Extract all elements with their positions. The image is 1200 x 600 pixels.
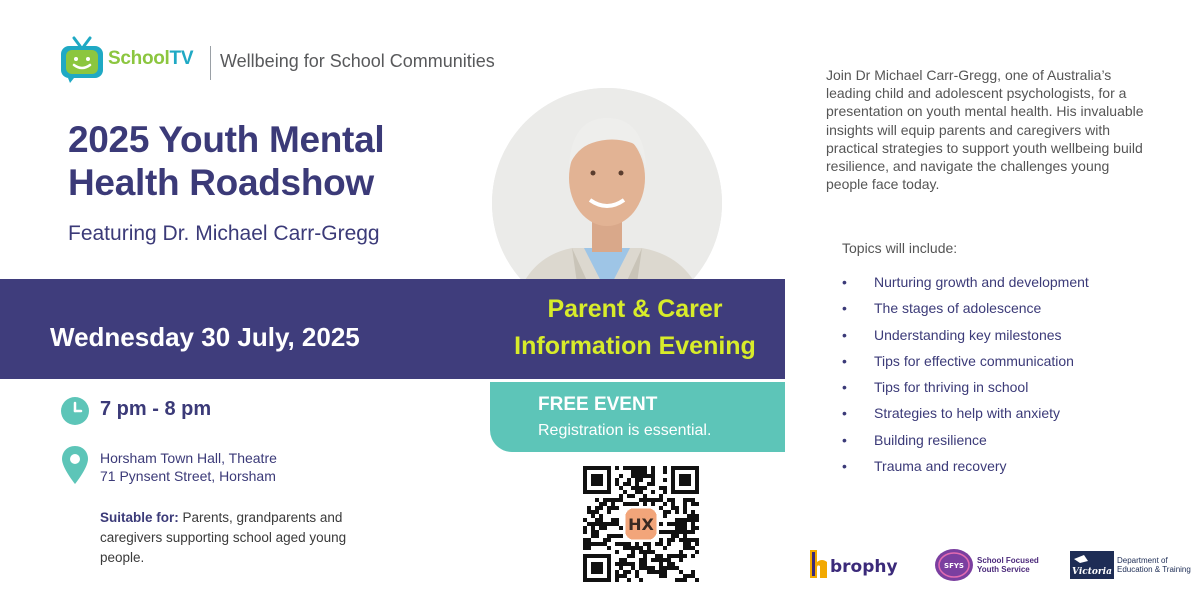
event-time: 7 pm - 8 pm bbox=[100, 398, 212, 420]
qr-center-logo: HX bbox=[628, 515, 654, 534]
audience-note bbox=[100, 508, 350, 568]
registration-note: Registration is essential. bbox=[538, 422, 712, 439]
location-pin-icon bbox=[62, 446, 88, 484]
topic-item: • The stages of adolescence bbox=[842, 300, 1042, 317]
title-line-2: Health Roadshow bbox=[68, 162, 374, 203]
intro-paragraph: Join Dr Michael Carr-Gregg, one of Australia’s leading child and adolescent psychologists, for a presentation on youth mental health. His invaluable insights will equip parents and caregivers with practical strategies to support youth wellbeing build resilience, and navigate the challenges young people face today. bbox=[826, 67, 1144, 193]
victoria-wordmark: Victoria bbox=[1072, 567, 1112, 577]
topics-heading: Topics will include: bbox=[842, 240, 958, 256]
event-title bbox=[68, 118, 488, 204]
topic-item: • Trauma and recovery bbox=[842, 458, 1007, 475]
bullet-icon: • bbox=[842, 379, 847, 396]
free-event-box bbox=[490, 382, 785, 452]
bullet-icon: • bbox=[842, 405, 847, 422]
schooltv-logo bbox=[60, 36, 210, 88]
brophy-logo bbox=[808, 548, 900, 582]
bullet-icon: • bbox=[842, 300, 847, 317]
brophy-wordmark: brophy bbox=[830, 557, 898, 577]
bullet-icon: • bbox=[842, 274, 847, 290]
department-name-line-2: Education & Training bbox=[1117, 565, 1191, 574]
clock-icon bbox=[60, 396, 90, 426]
sfys-name-line-2: Youth Service bbox=[977, 565, 1030, 574]
header-divider bbox=[210, 46, 211, 80]
tagline: Wellbeing for School Communities bbox=[220, 51, 495, 71]
venue-name: Horsham Town Hall, Theatre bbox=[100, 450, 277, 466]
sfys-name-line-1: School Focused bbox=[977, 556, 1039, 565]
department-name-line-1: Department of bbox=[1117, 556, 1168, 565]
event-type-line-2: Information Evening bbox=[514, 332, 756, 360]
free-event-title: FREE EVENT bbox=[538, 394, 658, 415]
bullet-icon: • bbox=[842, 458, 847, 475]
topic-item: • Tips for thriving in school bbox=[842, 379, 1029, 396]
victoria-state-logo bbox=[1070, 551, 1114, 579]
topic-item: • Understanding key milestones bbox=[842, 326, 1062, 343]
event-subtitle: Featuring Dr. Michael Carr-Gregg bbox=[68, 222, 380, 245]
tv-logo-icon bbox=[60, 36, 104, 84]
sfys-badge-text: SFYS bbox=[944, 562, 964, 570]
registration-qr-code[interactable] bbox=[583, 466, 699, 582]
audience-label: Suitable for: bbox=[100, 510, 179, 525]
audience-text: Parents, grandparents and caregivers supporting school aged young people. bbox=[100, 510, 347, 565]
topic-item: • Building resilience bbox=[842, 431, 987, 448]
sfys-logo bbox=[934, 548, 974, 582]
bullet-icon: • bbox=[842, 352, 847, 369]
event-date: Wednesday 30 July, 2025 bbox=[50, 322, 360, 352]
event-type-line-1: Parent & Carer bbox=[547, 295, 723, 323]
topic-item: • Strategies to help with anxiety bbox=[842, 405, 1060, 422]
bullet-icon: • bbox=[842, 326, 847, 343]
title-line-1: 2025 Youth Mental bbox=[68, 119, 385, 160]
topics-list bbox=[842, 272, 1162, 482]
topic-item: • Nurturing growth and development bbox=[842, 274, 1089, 290]
bullet-icon: • bbox=[842, 431, 847, 448]
venue-address: 71 Pynsent Street, Horsham bbox=[100, 468, 276, 484]
logo-wordmark: SchoolTV bbox=[108, 48, 194, 69]
topic-item: • Tips for effective communication bbox=[842, 352, 1074, 369]
